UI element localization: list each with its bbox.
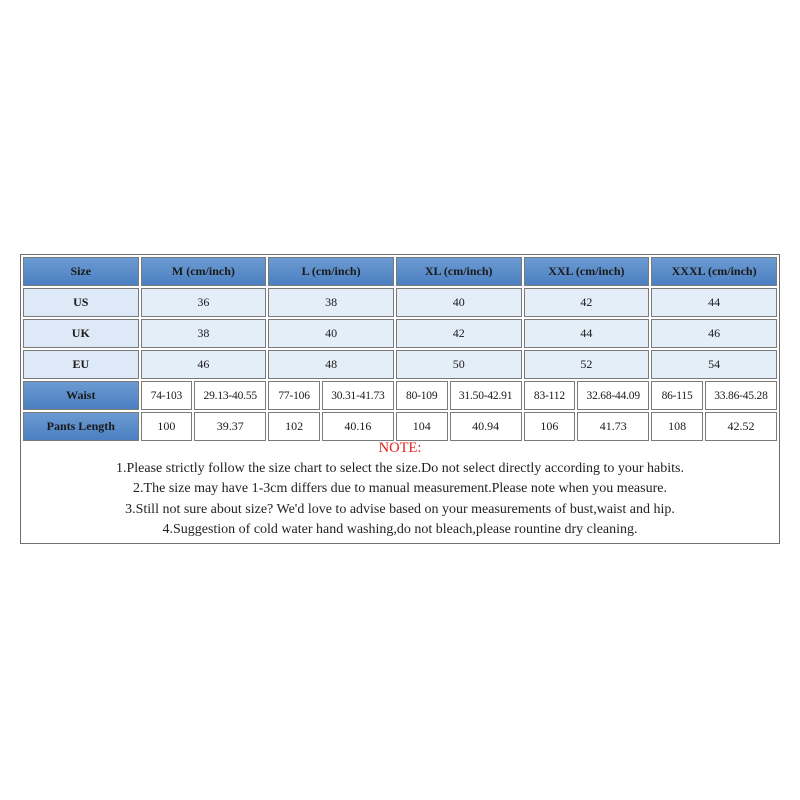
waist-xl-cm: 80-109: [396, 381, 448, 410]
notes-section: [21, 438, 779, 541]
size-header: Size: [23, 257, 139, 286]
waist-l-cm: 77-106: [268, 381, 320, 410]
uk-xxxl: 46: [651, 319, 777, 348]
waist-xxxl-cm: 86-115: [651, 381, 703, 410]
us-xxl: 42: [524, 288, 650, 317]
pants-m-inch: 39.37: [194, 412, 266, 441]
note-line-4: 4.Suggestion of cold water hand washing,do not bleach,please rountine dry cleaning.: [162, 522, 638, 537]
uk-xl: 42: [396, 319, 522, 348]
waist-row: [23, 381, 777, 410]
pants-xl-inch: 40.94: [450, 412, 522, 441]
uk-l: 40: [268, 319, 394, 348]
waist-l-inch: 30.31-41.73: [322, 381, 394, 410]
size-chart: [20, 254, 780, 544]
waist-xxxl-inch: 33.86-45.28: [705, 381, 777, 410]
waist-m-inch: 29.13-40.55: [194, 381, 266, 410]
us-xl: 40: [396, 288, 522, 317]
eu-l: 48: [268, 350, 394, 379]
note-title: NOTE:: [378, 440, 422, 456]
eu-m: 46: [141, 350, 267, 379]
note-line-1: 1.Please strictly follow the size chart to select the size.Do not select directly according to your habits.: [116, 460, 684, 476]
uk-xxl: 44: [524, 319, 650, 348]
pants-l-inch: 40.16: [322, 412, 394, 441]
size-xxl-header: XXL (cm/inch): [524, 257, 650, 286]
pants-xxl-inch: 41.73: [577, 412, 649, 441]
pants-xxl-cm: 106: [524, 412, 576, 441]
size-l-header: L (cm/inch): [268, 257, 394, 286]
size-xxxl-header: XXXL (cm/inch): [651, 257, 777, 286]
eu-xxxl: 54: [651, 350, 777, 379]
pants-xxxl-inch: 42.52: [705, 412, 777, 441]
eu-xxl: 52: [524, 350, 650, 379]
note-line-3: 3.Still not sure about size? We'd love to advise based on your measurements of bust,waist and hip.: [125, 501, 675, 517]
us-m: 36: [141, 288, 267, 317]
size-xl-header: XL (cm/inch): [396, 257, 522, 286]
waist-m-cm: 74-103: [141, 381, 193, 410]
pants-xl-cm: 104: [396, 412, 448, 441]
waist-xl-inch: 31.50-42.91: [450, 381, 522, 410]
waist-label: Waist: [23, 381, 139, 410]
waist-xxl-inch: 32.68-44.09: [577, 381, 649, 410]
eu-xl: 50: [396, 350, 522, 379]
uk-m: 38: [141, 319, 267, 348]
pants-l-cm: 102: [268, 412, 320, 441]
uk-label: UK: [23, 319, 139, 348]
us-label: US: [23, 288, 139, 317]
note-line-2: 2.The size may have 1-3cm differs due to manual measurement.Please note when you measure.: [133, 481, 667, 496]
size-table: [21, 255, 779, 443]
waist-xxl-cm: 83-112: [524, 381, 576, 410]
eu-row: [23, 350, 777, 379]
us-l: 38: [268, 288, 394, 317]
pants-m-cm: 100: [141, 412, 193, 441]
pants-xxxl-cm: 108: [651, 412, 703, 441]
header-row: [23, 257, 777, 286]
uk-row: [23, 319, 777, 348]
size-m-header: M (cm/inch): [141, 257, 267, 286]
pants-length-row: [23, 412, 777, 441]
pants-length-label: Pants Length: [23, 412, 139, 441]
eu-label: EU: [23, 350, 139, 379]
us-xxxl: 44: [651, 288, 777, 317]
us-row: [23, 288, 777, 317]
